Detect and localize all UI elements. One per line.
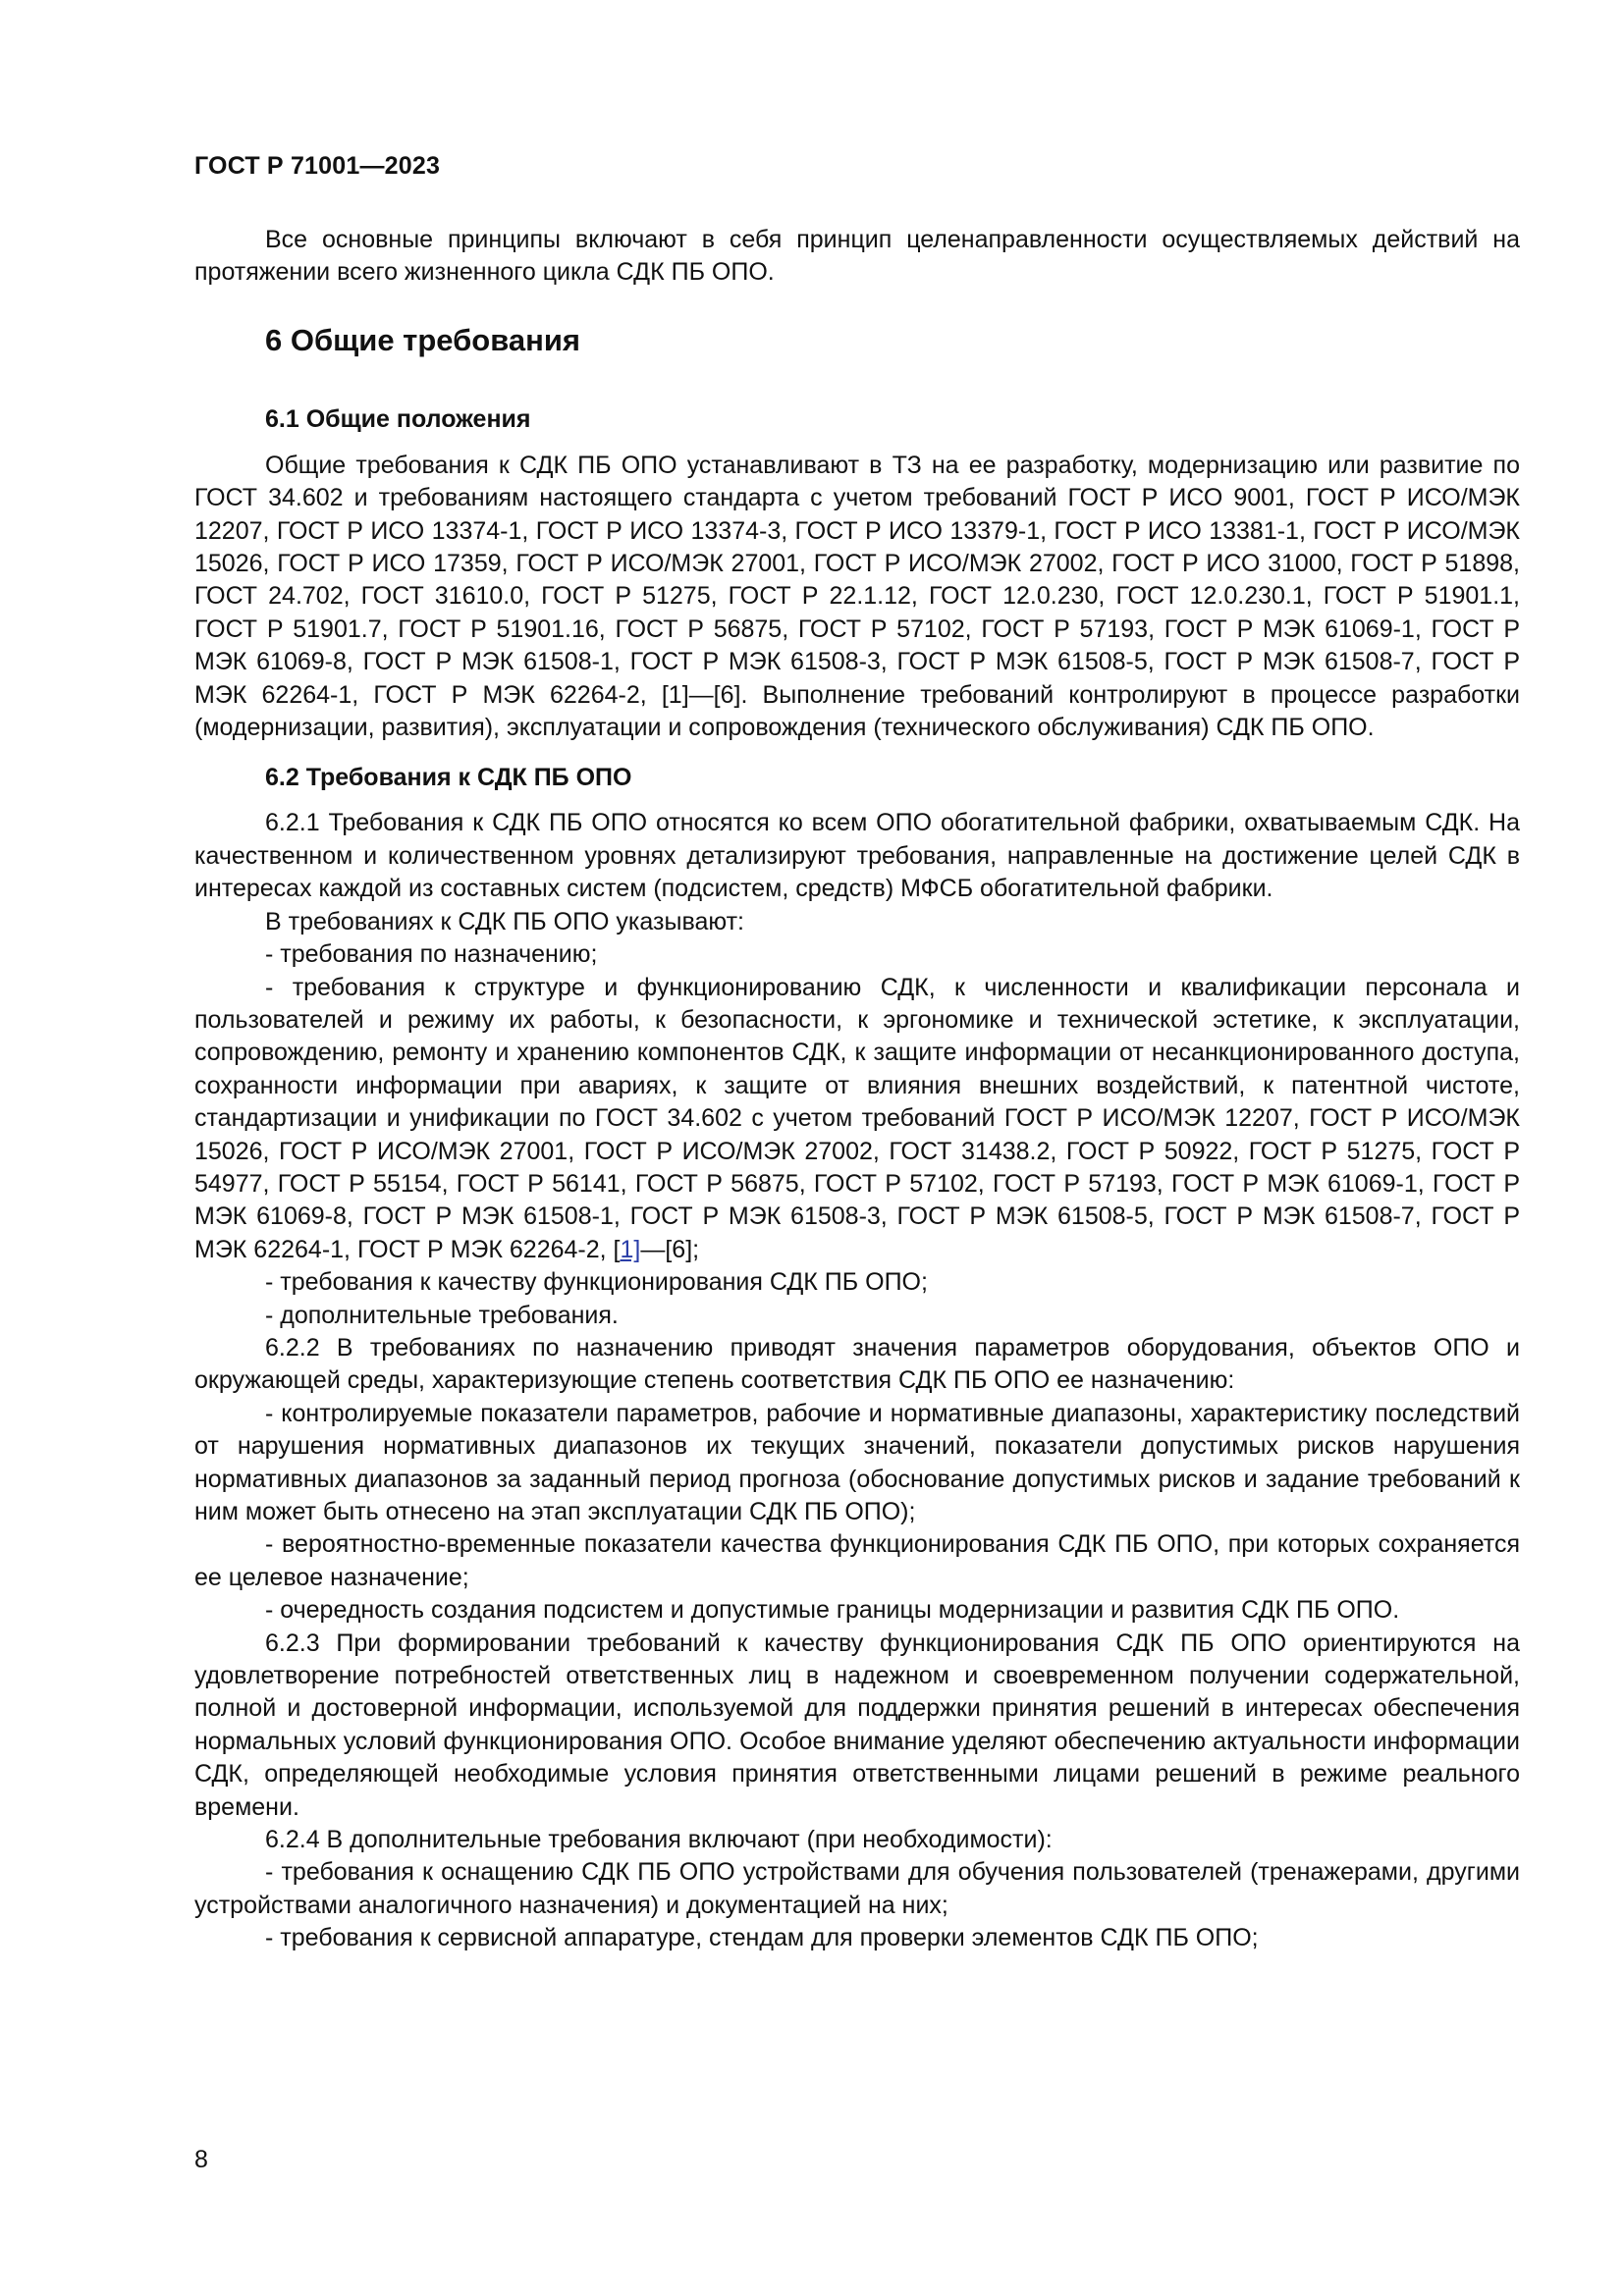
document-body bbox=[194, 224, 1520, 1955]
list-item-structure-text: - требования к структуре и функционированию СДК, к численности и квалификации персонала и пользователей и режиму их работы, к безопасности, к эргономике и технической эстетике, к эксплуатации, сопровождению, ремонту и хранению компонентов СДК, к защите информации от несанкционированного доступа, сохранности информации при авариях, к защите от влияния внешних воздействий, к патентной чистоте, стандартизации и унификации по ГОСТ 34.602 с учетом требований ГОСТ Р ИСО/МЭК 12207, ГОСТ Р ИСО/МЭК 15026, ГОСТ Р ИСО/МЭК 27001, ГОСТ Р ИСО/МЭК 27002, ГОСТ 31438.2, ГОСТ Р 50922, ГОСТ Р 51275, ГОСТ Р 54977, ГОСТ Р 55154, ГОСТ Р 56141, ГОСТ Р 56875, ГОСТ Р 57102, ГОСТ Р 57193, ГОСТ Р МЭК 61069-1, ГОСТ Р МЭК 61069-8, ГОСТ Р МЭК 61508-1, ГОСТ Р МЭК 61508-3, ГОСТ Р МЭК 61508-5, ГОСТ Р МЭК 61508-7, ГОСТ Р МЭК 62264-1, ГОСТ Р МЭК 62264-2, [ bbox=[194, 973, 1520, 1263]
clause-6-2-4-item-2: - требования к сервисной аппаратуре, стендам для проверки элементов СДК ПБ ОПО; bbox=[265, 1924, 1259, 1952]
page-number: 8 bbox=[194, 2146, 208, 2173]
section-6-1-title: 6.1 Общие положения bbox=[265, 404, 531, 433]
list-item-additional: - дополнительные требования. bbox=[265, 1301, 619, 1329]
clause-6-2-3: 6.2.3 При формировании требований к качеству функционирования СДК ПБ ОПО ориентируются на удовлетворение потребностей ответственных лиц в надежном и своевременном получении содержательной, полной и достоверной информации, используемой для поддержки принятия решений в интересах обеспечения нормальных условий функционирования ОПО. Особое внимание уделяют обеспечению актуальности информации СДК, определяющей необходимые условия принятия ответственными лицами решений в режиме реального времени. bbox=[194, 1629, 1520, 1821]
clause-6-2-4: 6.2.4 В дополнительные требования включают (при необходимости): bbox=[265, 1826, 1053, 1854]
intro-paragraph: Все основные принципы включают в себя принцип целенаправленности осуществляемых действий на протяжении всего жизненного цикла СДК ПБ ОПО. bbox=[194, 226, 1520, 287]
list-intro: В требованиях к СДК ПБ ОПО указывают: bbox=[265, 907, 744, 935]
clause-6-2-2: 6.2.2 В требованиях по назначению приводят значения параметров оборудования, объектов ОПО и окружающей среды, характеризующие степень соответствия СДК ПБ ОПО ее назначению: bbox=[194, 1333, 1520, 1395]
clause-6-2-4-item-1: - требования к оснащению СДК ПБ ОПО устройствами для обучения пользователей (тренажерами, другими устройствами аналогичного назначения) и документацией на них; bbox=[194, 1858, 1520, 1919]
section-6-2-title: 6.2 Требования к СДК ПБ ОПО bbox=[265, 764, 632, 792]
document-header-id: ГОСТ Р 71001—2023 bbox=[194, 152, 441, 180]
clause-6-2-2-item-3: - очередность создания подсистем и допустимые границы модернизации и развития СДК ПБ ОПО. bbox=[265, 1596, 1400, 1625]
list-item-structure bbox=[194, 972, 1520, 1267]
list-item-quality: - требования к качеству функционирования СДК ПБ ОПО; bbox=[265, 1268, 928, 1297]
list-item-structure-end: —[6]; bbox=[640, 1235, 700, 1263]
clause-6-2-1: 6.2.1 Требования к СДК ПБ ОПО относятся ко всем ОПО обогатительной фабрики, охватываемым СДК. На качественном и количественном уровнях детализируют требования, направленные на достижение целей СДК в интересах каждой из составных систем (подсистем, средств) МФСБ обогатительной фабрики. bbox=[194, 809, 1520, 903]
clause-6-2-2-item-1: - контролируемые показатели параметров, рабочие и нормативные диапазоны, характеристику последствий от нарушения нормативных диапазонов их текущих значений, показатели допустимых рисков нарушения нормативных диапазонов за заданный период прогноза (обоснование допустимых рисков и задание требований к ним может быть отнесено на этап эксплуатации СДК ПБ ОПО); bbox=[194, 1399, 1520, 1525]
section-6-1-paragraph: Общие требования к СДК ПБ ОПО устанавливают в ТЗ на ее разработку, модернизацию или развитие по ГОСТ 34.602 и требованиям настоящего стандарта с учетом требований ГОСТ Р ИСО 9001, ГОСТ Р ИСО/МЭК 12207, ГОСТ Р ИСО 13374-1, ГОСТ Р ИСО 13374-3, ГОСТ Р ИСО 13379-1, ГОСТ Р ИСО 13381-1, ГОСТ Р ИСО/МЭК 15026, ГОСТ Р ИСО 17359, ГОСТ Р ИСО/МЭК 27001, ГОСТ Р ИСО/МЭК 27002, ГОСТ Р ИСО 31000, ГОСТ Р 51898, ГОСТ 24.702, ГОСТ 31610.0, ГОСТ Р 51275, ГОСТ Р 22.1.12, ГОСТ 12.0.230, ГОСТ 12.0.230.1, ГОСТ Р 51901.1, ГОСТ Р 51901.7, ГОСТ Р 51901.16, ГОСТ Р 56875, ГОСТ Р 57102, ГОСТ Р 57193, ГОСТ Р МЭК 61069-1, ГОСТ Р МЭК 61069-8, ГОСТ Р МЭК 61508-1, ГОСТ Р МЭК 61508-3, ГОСТ Р МЭК 61508-5, ГОСТ Р МЭК 61508-7, ГОСТ Р МЭК 62264-1, ГОСТ Р МЭК 62264-2, [1]—[6]. Выполнение требований контролируют в процессе разработки (модернизации, развития), эксплуатации и сопровождения (технического обслуживания) СДК ПБ ОПО. bbox=[194, 451, 1520, 742]
section-6-title: 6 Общие требования bbox=[265, 322, 580, 357]
reference-link[interactable]: 1] bbox=[620, 1235, 641, 1263]
list-item-purpose: - требования по назначению; bbox=[265, 940, 598, 969]
clause-6-2-2-item-2: - вероятностно-временные показатели качества функционирования СДК ПБ ОПО, при которых сохраняется ее целевое назначение; bbox=[194, 1530, 1520, 1591]
